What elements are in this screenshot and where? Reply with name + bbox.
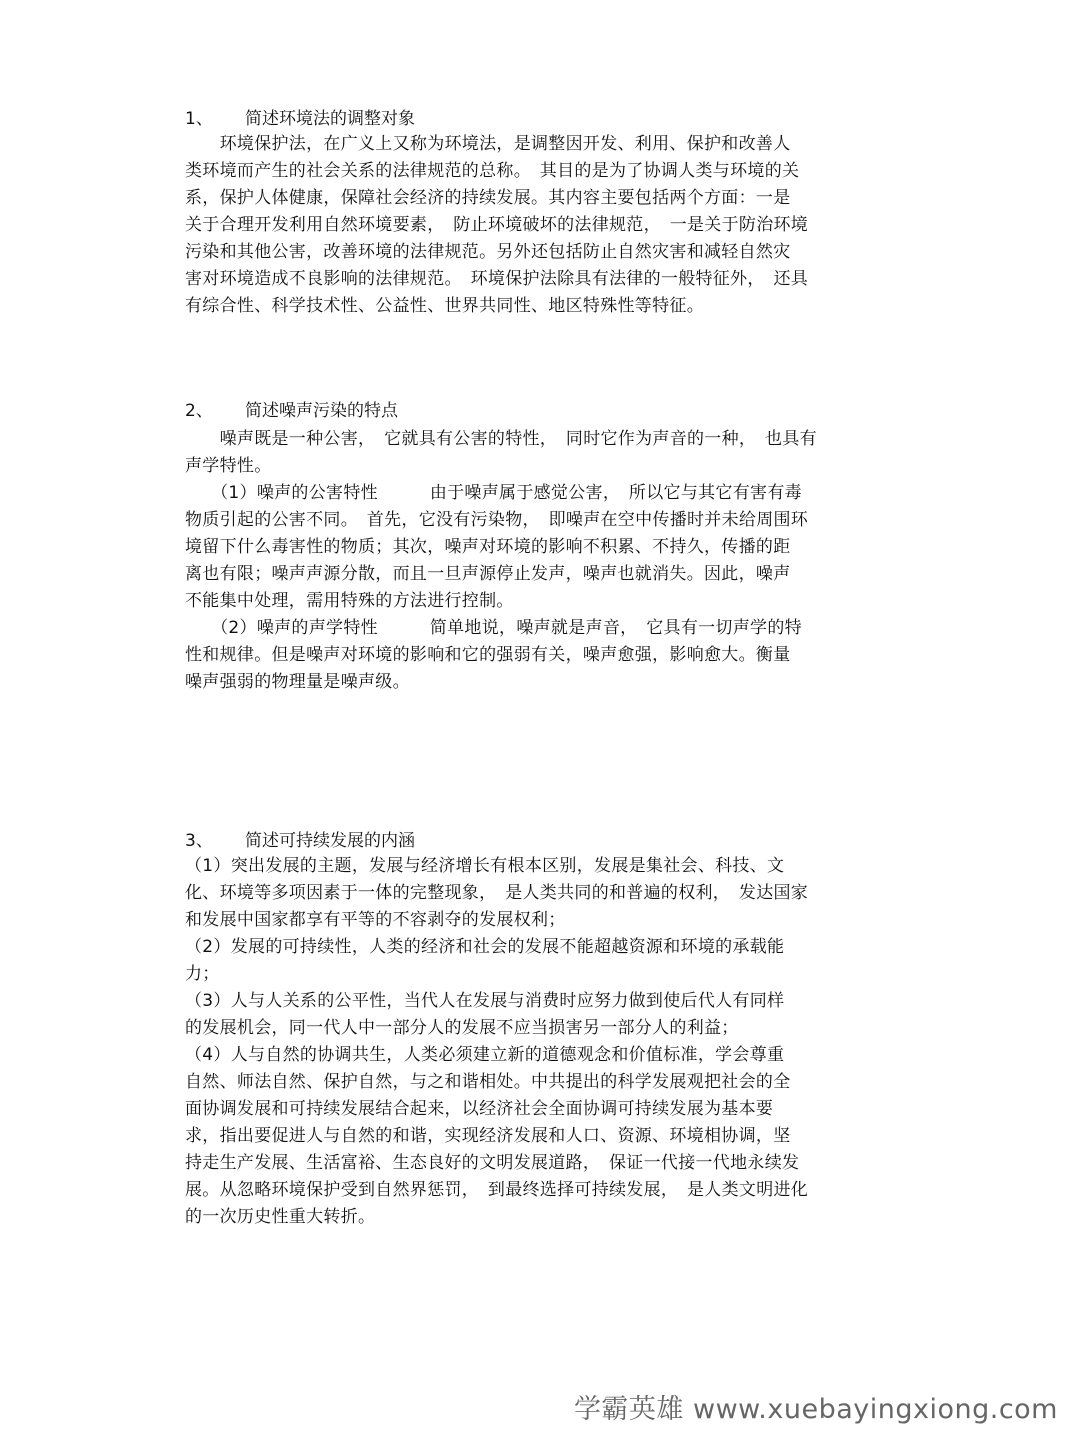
section-3-line: 和发展中国家都享有平等的不容剥夺的发展权利；	[185, 910, 566, 930]
section-1-line: 关于合理开发利用自然环境要素， 防止环境破坏的法律规范， 一是关于防治环境	[185, 215, 809, 235]
section-3-line: （3）人与人关系的公平性，当代人在发展与消费时应努力做到使后代人有同样	[185, 991, 785, 1011]
section-1-title: 简述环境法的调整对象	[245, 109, 415, 129]
section-3-title: 简述可持续发展的内涵	[245, 831, 415, 851]
section-3-line: 化、环境等多项因素于一体的完整现象， 是人类共同的和普遍的权利， 发达国家	[185, 883, 809, 903]
section-3-line: 的发展机会，同一代人中一部分人的发展不应当损害另一部分人的利益；	[185, 1018, 739, 1038]
section-3-line: 力；	[185, 964, 220, 984]
section-1-line: 有综合性、科学技术性、公益性、世界共同性、地区特殊性等特征。	[185, 296, 704, 316]
section-3-line: 面协调发展和可持续发展结合起来，以经济社会全面协调可持续发展为基本要	[185, 1099, 774, 1119]
section-3-number: 3、	[185, 831, 213, 851]
section-2-line: （2）噪声的声学特性 简单地说，噪声就是声音， 它具有一切声学的特	[185, 618, 802, 638]
section-3-line: 展。从忽略环境保护受到自然界惩罚， 到最终选择可持续发展， 是人类文明进化	[185, 1180, 809, 1200]
site-watermark: 学霸英雄 www.xuebayingxiong.com	[573, 1394, 1058, 1425]
section-3-line: 求，指出要促进人与自然的和谐，实现经济发展和人口、资源、环境相协调，坚	[185, 1126, 791, 1146]
section-2-line: 噪声既是一种公害， 它就具有公害的特性， 同时它作为声音的一种， 也具有	[185, 429, 817, 449]
section-1-heading	[185, 108, 415, 130]
section-1-line: 害对环境造成不良影响的法律规范。 环境保护法除具有法律的一般特征外， 还具	[185, 269, 809, 289]
section-3-line: （4）人与自然的协调共生，人类必须建立新的道德观念和价值标准，学会尊重	[185, 1045, 785, 1065]
section-1-line: 污染和其他公害，改善环境的法律规范。另外还包括防止自然灾害和减轻自然灾	[185, 242, 791, 262]
section-3-line: 自然、师法自然、保护自然，与之和谐相处。中共提出的科学发展观把社会的全	[185, 1072, 791, 1092]
section-2-line: 境留下什么毒害性的物质；其次，噪声对环境的影响不积累、不持久，传播的距	[185, 537, 791, 557]
section-2-line: 性和规律。但是噪声对环境的影响和它的强弱有关，噪声愈强，影响愈大。衡量	[185, 645, 791, 665]
section-2-line: 声学特性。	[185, 456, 272, 476]
section-2-line: 离也有限；噪声声源分散，而且一旦声源停止发声，噪声也就消失。因此，噪声	[185, 564, 791, 584]
section-1-line: 环境保护法，在广义上又称为环境法，是调整因开发、利用、保护和改善人	[185, 134, 791, 154]
section-3-line: 的一次历史性重大转折。	[185, 1207, 376, 1227]
section-1-line: 类环境而产生的社会关系的法律规范的总称。 其目的是为了协调人类与环境的关	[185, 161, 800, 181]
section-2-line: （1）噪声的公害特性 由于噪声属于感觉公害， 所以它与其它有害有毒	[185, 483, 802, 503]
section-3-heading	[185, 830, 415, 852]
section-2-line: 不能集中处理，需用特殊的方法进行控制。	[185, 591, 514, 611]
section-2-number: 2、	[185, 401, 213, 421]
section-1-number: 1、	[185, 109, 213, 129]
section-3-line: 持走生产发展、生活富裕、生态良好的文明发展道路， 保证一代接一代地永续发	[185, 1153, 800, 1173]
section-1-line: 系，保护人体健康，保障社会经济的持续发展。其内容主要包括两个方面：一是	[185, 188, 791, 208]
section-3-line: （2）发展的可持续性，人类的经济和社会的发展不能超越资源和环境的承载能	[185, 937, 785, 957]
section-2-line: 噪声强弱的物理量是噪声级。	[185, 672, 410, 692]
section-3-line: （1）突出发展的主题，发展与经济增长有根本区别，发展是集社会、科技、文	[185, 856, 785, 876]
section-2-title: 简述噪声污染的特点	[245, 401, 398, 421]
section-2-heading	[185, 400, 398, 422]
section-2-line: 物质引起的公害不同。 首先，它没有污染物， 即噪声在空中传播时并未给周围环	[185, 510, 809, 530]
